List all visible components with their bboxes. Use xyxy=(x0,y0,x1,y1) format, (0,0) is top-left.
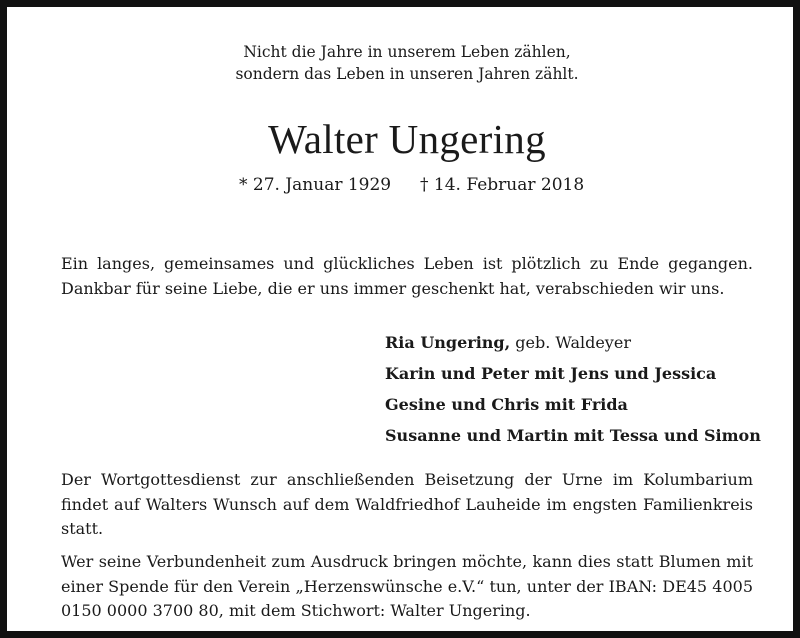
donation-paragraph: Wer seine Verbundenheit zum Ausdruck bringen möchte, kann dies statt Blumen mit einer Spende für den Verein „Herzenswünsche e.V.“ tun, unter der IBAN: DE45 4005 0150 0000 3700 80, mit dem Stichwort: Walter Ungering. xyxy=(61,552,753,620)
mourner-family-1: Karin und Peter mit Jens und Jessica xyxy=(385,364,717,383)
farewell-paragraph: Ein langes, gemeinsames und glückliches Leben ist plötzlich zu Ende gegangen. Dankbar für seine Liebe, die er uns immer geschenkt hat, verabschieden wir uns. xyxy=(61,254,753,298)
mourner-family-2: Gesine und Chris mit Frida xyxy=(385,395,628,414)
service-paragraph: Der Wortgottesdienst zur anschließenden Beisetzung der Urne im Kolumbarium findet auf Walters Wunsch auf dem Waldfriedhof Lauheide im engsten Familienkreis statt. xyxy=(61,470,753,538)
mourner-spouse xyxy=(385,327,761,358)
mourner-family-3: Susanne und Martin mit Tessa und Simon xyxy=(385,426,761,445)
spouse-name: Ria Ungering, xyxy=(385,333,511,352)
mourners-list xyxy=(385,327,761,451)
deceased-name: Walter Ungering xyxy=(268,116,546,162)
birth-date: * 27. Januar 1929 xyxy=(239,175,392,195)
motto-line-2: sondern das Leben in unseren Jahren zählt. xyxy=(235,65,579,83)
spouse-maiden-name: geb. Waldeyer xyxy=(510,333,631,352)
motto-quote xyxy=(7,41,800,85)
motto-line-1: Nicht die Jahre in unserem Leben zählen, xyxy=(243,43,571,61)
death-date: † 14. Februar 2018 xyxy=(420,175,585,195)
